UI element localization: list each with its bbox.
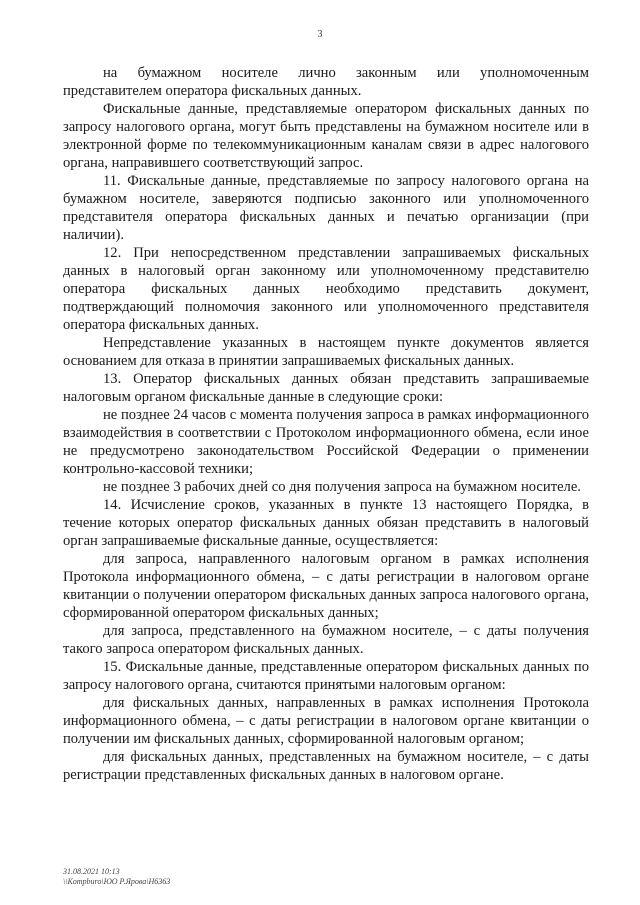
paragraph-subitem: для фискальных данных, направленных в рамках исполнения Протокола информационного обмена, – с даты регистрации в налоговом органе квитанции о получении им фискальных данных, сформированной налоговым органом; (63, 695, 589, 747)
paragraph-subitem: для запроса, направленного налоговым органом в рамках исполнения Протокола информационного обмена, – с даты регистрации в налоговом органе квитанции о получении оператором фискальных данных запроса налогового органа, сформированной оператором фискальных данных; (63, 551, 589, 621)
paragraph-item-14: 14. Исчисление сроков, указанных в пункте 13 настоящего Порядка, в течение которых оператор фискальных данных обязан представить в налоговый орган запрашиваемые фискальные данные, осуществляется: (63, 497, 589, 549)
footer-file-path: \\Kompburo\ЮО Р.Ярова\Н6363 (63, 877, 171, 886)
document-footer (63, 867, 170, 887)
paragraph: Фискальные данные, представляемые оператором фискальных данных по запросу налогового органа, могут быть представлены на бумажном носителе или в электронной форме по телекоммуникационным каналам связи в адрес налогового органа, направившего соответствующий запрос. (63, 101, 589, 171)
paragraph-subitem: не позднее 24 часов с момента получения запроса в рамках информационного взаимодействия в соответствии с Протоколом информационного обмена, если иное не предусмотрено законодательством Российской Федерации о применении контрольно-кассовой техники; (63, 407, 589, 477)
paragraph-item-15: 15. Фискальные данные, представленные оператором фискальных данных по запросу налогового органа, считаются принятыми налоговым органом: (63, 659, 589, 693)
paragraph: Непредставление указанных в настоящем пункте документов является основанием для отказа в принятии запрашиваемых фискальных данных. (63, 335, 589, 369)
paragraph-continuation: на бумажном носителе лично законным или уполномоченным представителем оператора фискальных данных. (63, 65, 589, 99)
paragraph-item-12: 12. При непосредственном представлении запрашиваемых фискальных данных в налоговый орган законному или уполномоченному представителю оператора фискальных данных необходимо представить документ, подтверждающий полномочия законного или уполномоченного представителя оператора фискальных данных. (63, 245, 589, 333)
paragraph-subitem: для запроса, представленного на бумажном носителе, – с даты получения такого запроса оператором фискальных данных. (63, 623, 589, 657)
paragraph-subitem: не позднее 3 рабочих дней со дня получения запроса на бумажном носителе. (103, 479, 581, 495)
paragraph-subitem: для фискальных данных, представленных на бумажном носителе, – с даты регистрации представленных фискальных данных в налоговом органе. (63, 749, 589, 783)
paragraph-item-13: 13. Оператор фискальных данных обязан представить запрашиваемые налоговым органом фискальные данные в следующие сроки: (63, 371, 589, 405)
document-body (63, 64, 589, 784)
paragraph-item-11: 11. Фискальные данные, представляемые по запросу налогового органа на бумажном носителе, заверяются подписью законного или уполномоченного представителя оператора фискальных данных и печатью организации (при наличии). (63, 173, 589, 243)
page-number: 3 (317, 29, 323, 40)
footer-timestamp: 31.08.2021 10:13 (63, 867, 120, 876)
